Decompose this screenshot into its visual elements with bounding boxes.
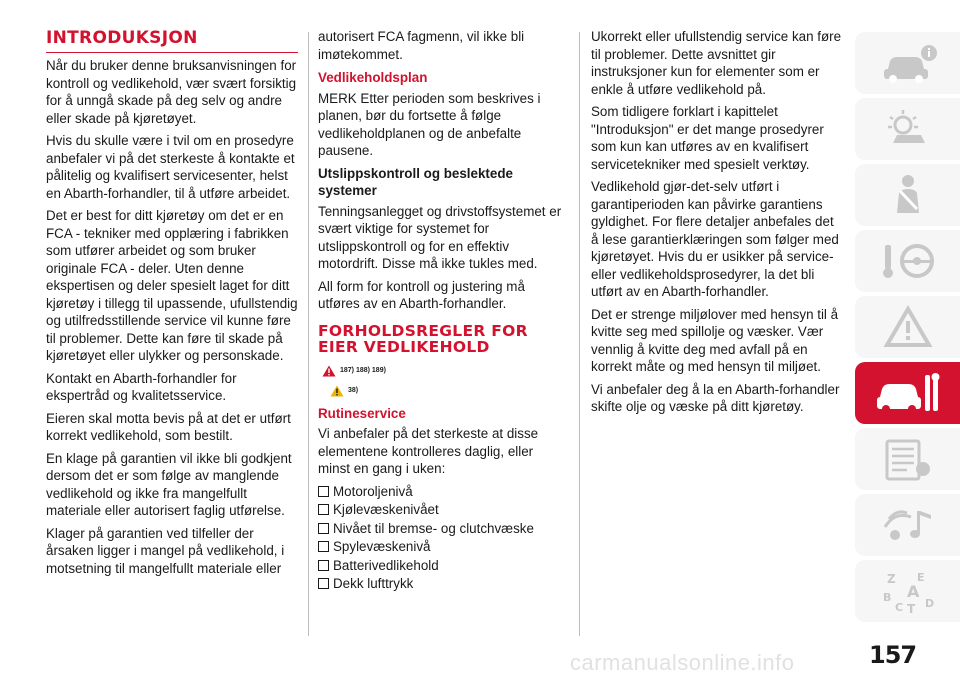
paragraph: All form for kontroll og justering må utføres av en Abarth-forhandler. (318, 278, 525, 311)
list-item (318, 501, 563, 519)
tab-multimedia[interactable] (855, 494, 960, 556)
svg-text:A: A (906, 582, 919, 601)
alphabetical-index-icon (873, 567, 943, 615)
tab-technical-data[interactable] (855, 428, 960, 490)
warning-reference-text: 187) 188) 189) (340, 366, 386, 374)
list-item-label: Dekk lufttrykk (333, 576, 414, 591)
paragraph: Vi anbefaler på det sterkeste at disse elementene kontrolleres daglig, eller minst en gang i uken: (318, 426, 539, 476)
checkbox-icon (318, 541, 329, 552)
paragraph: Det er strenge miljølover med hensyn til å kvitte seg med spillolje og væsker. Vær vennlig å kvitte deg med avfall på en korrekt måte og med hensyn til miljøet. (591, 306, 839, 374)
section-heading-introduction: INTRODUKSJON (46, 28, 298, 53)
warning-triangle-icon (322, 365, 336, 377)
tab-starting-driving[interactable] (855, 230, 960, 292)
paragraph: Det er best for ditt kjøretøy om det er en FCA - tekniker med opplæring i fabrikken som utfører arbeidet og som bruker originale FCA - deler. Uten denne ekspertisen og deler spesielt laget for ditt kjøretøy i tillegg til upassende, ufullstendig og utilfredsstillende service vil kunne føre til problemer. Dette kan føre til skade på kjøretøyet eller ulykker og personskade. (46, 208, 298, 363)
svg-text:D: D (924, 597, 934, 610)
dashboard-lights-icon (873, 105, 943, 153)
list-item-label: Nivået til bremse- og clutchvæske (333, 520, 534, 536)
checkbox-icon (318, 523, 329, 534)
paragraph: Vi anbefaler deg å la en Abarth-forhandler skifte olje og væske på ditt kjøretøy. (591, 381, 840, 414)
subheading-maintenance-plan: Vedlikeholdsplan (318, 70, 428, 85)
chapter-tabs (855, 32, 960, 626)
list-item (318, 538, 563, 556)
list-item-label: Kjølevæskenivået (333, 502, 439, 517)
paragraph: MERK Etter perioden som beskrives i planen, bør du fortsette å følge vedlikeholdplanen og de anbefalte pausene. (318, 90, 541, 158)
svg-text:Z: Z (886, 572, 896, 586)
subheading-routine-service: Rutineservice (318, 405, 406, 421)
caution-triangle-icon (330, 385, 344, 397)
paragraph: Klager på garantien ved tilfeller der årsaken ligger i mangel på vedlikehold, i motsetning til mangelfullt materiale eller (46, 525, 285, 576)
warning-triangle-icon (873, 303, 943, 351)
watermark: carmanualsonline.info (570, 650, 795, 675)
list-item-label: Motoroljenivå (333, 483, 413, 499)
paragraph: En klage på garantien vil ikke bli godkjent dersom det er som følge av manglende vedlikehold og ikke fra mangelfullt materiale eller autorisert faglig utførelse. (46, 450, 292, 518)
paragraph: Når du bruker denne bruksanvisningen for kontroll og vedlikehold, vær svært forsiktig for å unngå skade på deg selv og andre eller skade på kjøretøyet. (46, 58, 297, 126)
list-item (318, 483, 563, 501)
list-item (318, 520, 563, 538)
multimedia-icon (873, 501, 943, 549)
column-1 (46, 28, 298, 582)
svg-text:B: B (882, 591, 891, 604)
car-info-icon (873, 39, 943, 87)
column-divider (308, 32, 309, 636)
paragraph: Ukorrekt eller ufullstendig service kan føre til problemer. Dette avsnittet gir instruksjoner kun for elementer som er enkle å utføre vedlikehold på. (591, 29, 842, 97)
list-item (318, 557, 563, 575)
warning-reference (322, 363, 563, 379)
svg-text:T: T (906, 602, 915, 615)
column-3 (591, 28, 843, 421)
tab-car-info[interactable] (855, 32, 960, 94)
paragraph: Eieren skal motta bevis på at det er utført korrekt vedlikehold, som bestilt. (46, 410, 291, 443)
svg-text:C: C (894, 601, 903, 614)
paragraph: Vedlikehold gjør-det-selv utført i garantiperioden kan påvirke garantiens gyldighet. For flere detaljer anbefales det å lese garantierklæringen som følger med kjøretøyet. Hvis du er usikker på service- eller vedlikeholdsprosedyrer, la det bli utført av en Abarth-forhandler. (591, 179, 839, 299)
paragraph: Som tidligere forklart i kapittelet "Introduksjon" er det mange prosedyrer som kun kan utføres av en kvalifisert servicetekniker med spesielt verktøy. (591, 104, 824, 172)
tab-safety[interactable] (855, 164, 960, 226)
checkbox-icon (318, 560, 329, 571)
column-divider (579, 32, 580, 636)
caution-reference-text: 38) (348, 386, 359, 394)
list-item-label: Spylevæskenivå (333, 539, 431, 554)
checkbox-icon (318, 578, 329, 589)
checkbox-icon (318, 486, 329, 497)
checkbox-icon (318, 504, 329, 515)
tab-emergency[interactable] (855, 296, 960, 358)
list-item (318, 575, 563, 593)
tab-servicing-maintenance[interactable] (855, 362, 960, 424)
paragraph: autorisert FCA fagmenn, vil ikke bli imøtekommet. (318, 29, 525, 62)
subheading-emission-control: Utslippskontroll og beslektede systemer (318, 165, 513, 198)
key-steering-wheel-icon (873, 237, 943, 285)
caution-reference (330, 383, 563, 399)
page-number: 157 (869, 641, 917, 669)
car-maintenance-icon (873, 369, 943, 417)
section-heading-precautions: FORHOLDSREGLER FOR EIER VEDLIKEHOLD (318, 321, 528, 356)
svg-text:E: E (916, 571, 925, 584)
paragraph: Kontakt en Abarth-forhandler for ekspertråd og kvalitetsservice. (46, 370, 237, 403)
technical-data-icon (873, 435, 943, 483)
tab-index[interactable] (855, 560, 960, 622)
list-item-label: Batterivedlikehold (333, 557, 439, 573)
routine-checklist (318, 483, 563, 593)
paragraph: Tenningsanlegget og drivstoffsystemet er svært viktige for systemet for utslippskontroll og for en effektiv motordrift. Disse må ikke tukles med. (318, 203, 562, 271)
column-2 (318, 28, 563, 594)
tab-dashboard-lights[interactable] (855, 98, 960, 160)
paragraph: Hvis du skulle være i tvil om en prosedyre anbefaler vi på det sterkeste å kontakte et pålitelig og kvalifisert servicesenter, helst en Abarth-forhandler, til å utføre arbeidet. (46, 133, 295, 201)
seatbelt-safety-icon (873, 171, 943, 219)
